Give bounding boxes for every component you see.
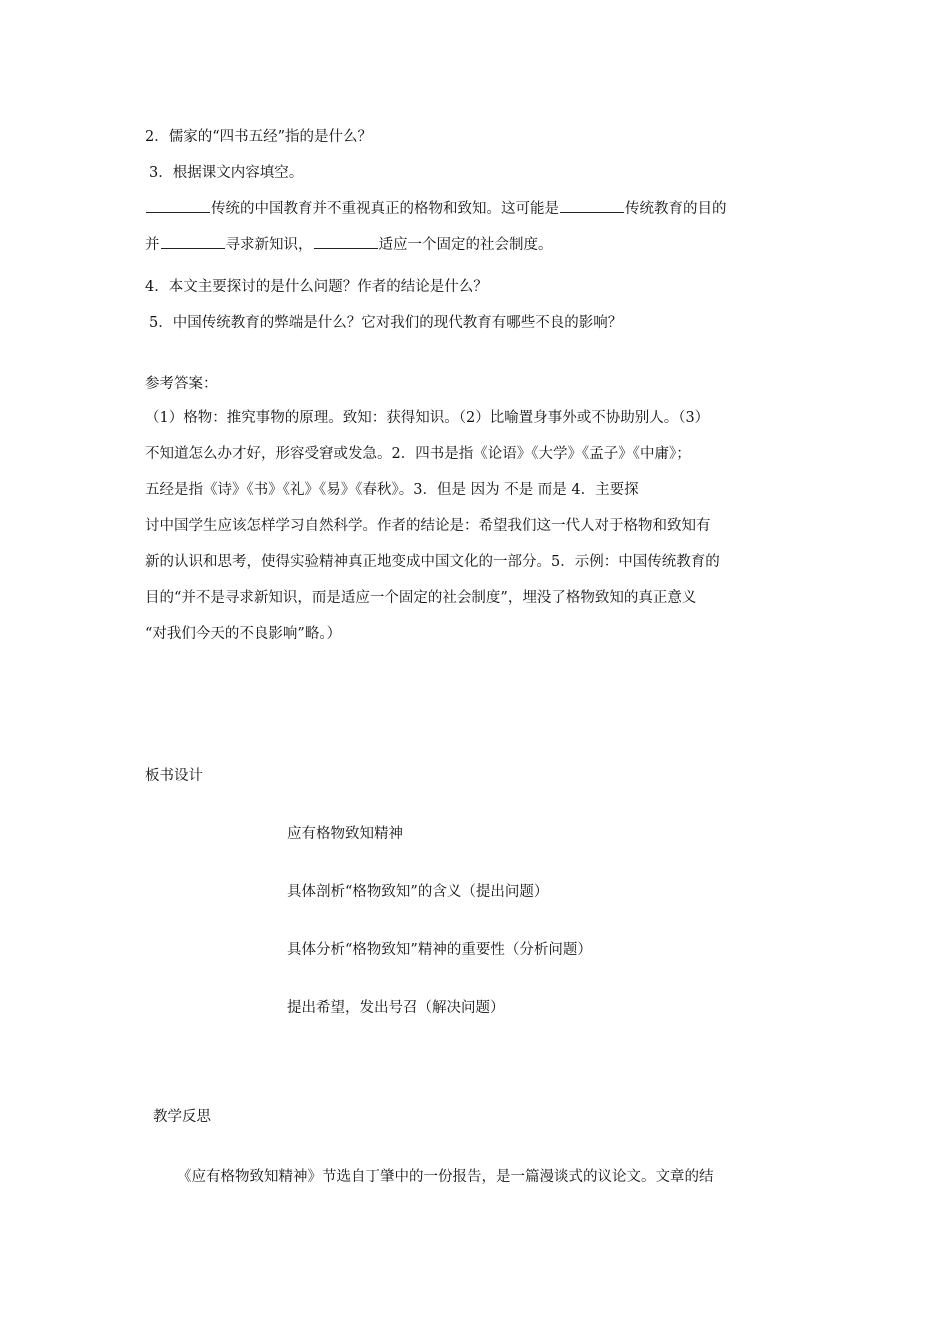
answers-heading: 参考答案： bbox=[145, 376, 218, 392]
fill-text-3: 并 bbox=[145, 237, 160, 253]
question-5: 5．中国传统教育的弊端是什么？它对我们的现代教育有哪些不良的影响？ bbox=[149, 315, 623, 331]
fill-row-2 bbox=[145, 227, 810, 263]
blank-3 bbox=[161, 234, 225, 249]
reflection-text: 《应有格物致知精神》节选自丁肇中的一份报告，是一篇漫谈式的议论文。文章的结 bbox=[177, 1169, 714, 1185]
blank-4 bbox=[314, 234, 378, 249]
board-item: 提出希望，发出号召（解决问题） bbox=[287, 1000, 505, 1016]
fill-text-1: 传统的中国教育并不重视真正的格物和致知。这可能是 bbox=[211, 201, 559, 217]
answer-line: 目的“并不是寻求新知识，而是适应一个固定的社会制度”，埋没了格物致知的真正意义 bbox=[145, 590, 697, 606]
question-4: 4．本文主要探讨的是什么问题？作者的结论是什么？ bbox=[145, 279, 488, 295]
answer-line: 新的认识和思考，使得实验精神真正地变成中国文化的一部分。5．示例：中国传统教育的 bbox=[145, 554, 720, 570]
fill-text-2: 传统教育的目的 bbox=[625, 201, 727, 217]
board-item: 具体剖析“格物致知”的含义（提出问题） bbox=[287, 884, 549, 900]
answer-line: 讨中国学生应该怎样学习自然科学。作者的结论是：希望我们这一代人对于格物和致知有 bbox=[145, 518, 711, 534]
answer-line: 不知道怎么办才好，形容受窘或发急。2．四书是指《论语》《大学》《孟子》《中庸》； bbox=[145, 446, 691, 462]
board-item: 具体分析“格物致知”精神的重要性（分析问题） bbox=[287, 942, 592, 958]
answer-line: （1）格物：推究事物的原理。致知：获得知识。（2）比喻置身事外或不协助别人。（3） bbox=[145, 410, 710, 426]
answer-line: 五经是指《诗》《书》《礼》《易》《春秋》。3．但是 因为 不是 而是 4．主要探 bbox=[145, 482, 639, 498]
answers-body bbox=[145, 400, 810, 652]
blank-1 bbox=[146, 198, 210, 213]
blank-2 bbox=[560, 198, 624, 213]
reflection-heading: 教学反思 bbox=[153, 1109, 211, 1125]
fill-text-5: 适应一个固定的社会制度。 bbox=[378, 237, 553, 253]
question-3: 3．根据课文内容填空。 bbox=[149, 165, 304, 181]
question-2: 2．儒家的“四书五经”指的是什么？ bbox=[145, 129, 373, 145]
answer-line: “对我们今天的不良影响”略。） bbox=[145, 626, 342, 642]
board-item: 应有格物致知精神 bbox=[287, 826, 403, 842]
question-3-fill-in bbox=[145, 191, 810, 263]
fill-text-4: 寻求新知识， bbox=[225, 237, 313, 253]
board-design-heading: 板书设计 bbox=[145, 768, 203, 784]
fill-row-1 bbox=[145, 191, 810, 227]
